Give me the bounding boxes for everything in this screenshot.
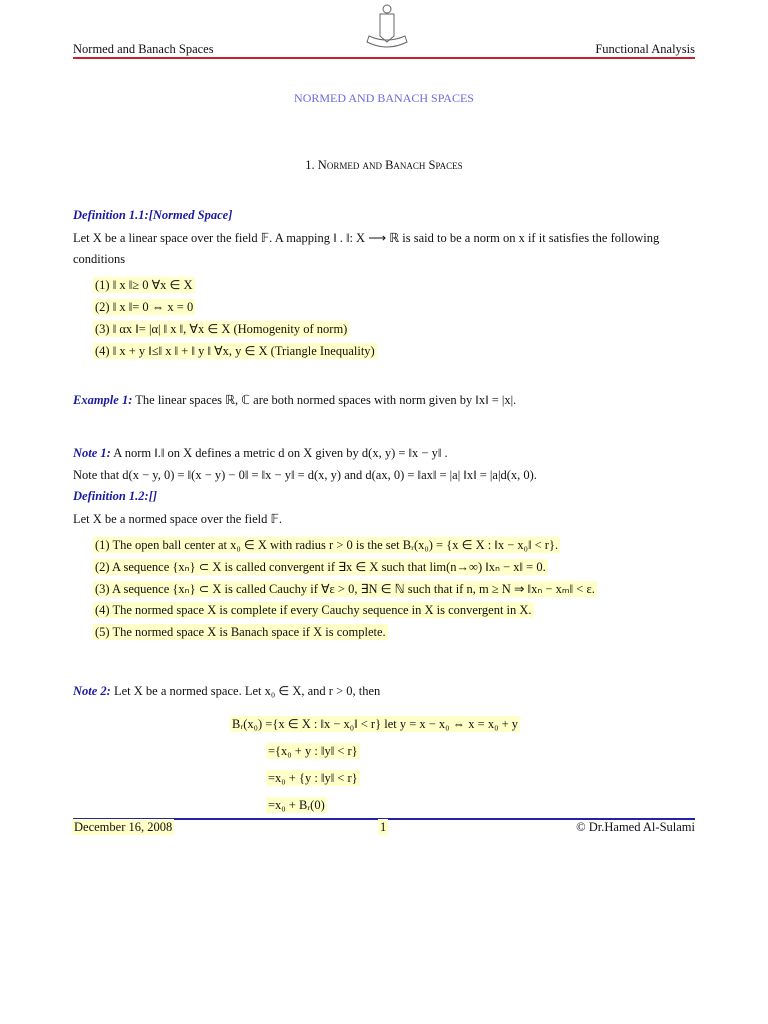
equation-line: ={x₀ + y : ‖y‖ < r} (268, 744, 358, 758)
condition-item: (3) ‖ αx ‖= |α| ‖ x ‖, ∀x ∈ X (Homogenity of norm) (95, 322, 348, 336)
note-1-text-2: Note that d(x − y, 0) = ‖(x − y) − 0‖ = ‖x − y‖ = d(x, y) and d(ax, 0) = ‖ax‖ = |a| ‖x‖ = |a|d(x, 0). (73, 468, 537, 482)
condition-item: (4) ‖ x + y ‖≤‖ x ‖ + ‖ y ‖ ∀x, y ∈ X (Triangle Inequality) (95, 344, 375, 358)
definition-item: (2) A sequence {xₙ} ⊂ X is called convergent if ∃x ∈ X such that lim(n→∞) ‖xₙ − x‖ = 0. (95, 560, 546, 574)
note-1-text: A norm ‖.‖ on X defines a metric d on X given by d(x, y) = ‖x − y‖ . (110, 446, 448, 460)
note-2-label: Note 2: (73, 684, 111, 698)
university-logo (362, 2, 412, 52)
equation-line: Bᵣ(x₀) ={x ∈ X : ‖x − x₀‖ < r} let y = x − x₀ ⇔ x = x₀ + y (232, 717, 518, 731)
note-1-label: Note 1: (73, 446, 111, 460)
definition-item: (1) The open ball center at x₀ ∈ X with radius r > 0 is the set Bᵣ(x₀) = {x ∈ X : ‖x − x₀‖ < r}. (95, 538, 559, 552)
equation-line: =x₀ + Bᵣ(0) (268, 798, 325, 812)
definition-1-2-text: Let X be a normed space over the field 𝔽. (73, 512, 283, 526)
example-1 (73, 392, 516, 408)
note-1 (73, 445, 448, 461)
definition-1-1-label: Definition 1.1:[Normed Space] (73, 208, 233, 222)
footer-author: © Dr.Hamed Al-Sulami (576, 820, 695, 834)
example-1-label: Example 1: (73, 393, 133, 407)
note-2 (73, 683, 380, 699)
definition-1-2-label: Definition 1.2:[] (73, 489, 158, 503)
equation-line: =x₀ + {y : ‖y‖ < r} (268, 771, 358, 785)
condition-item: (1) ‖ x ‖≥ 0 ∀x ∈ X (95, 278, 193, 292)
definition-item: (5) The normed space X is Banach space if X is complete. (95, 625, 386, 639)
header-right: Functional Analysis (595, 42, 695, 56)
note-2-text: Let X be a normed space. Let x₀ ∈ X, and r > 0, then (110, 684, 381, 698)
header-left: Normed and Banach Spaces (73, 42, 214, 56)
example-1-text: The linear spaces ℝ, ℂ are both normed spaces with norm given by ‖x‖ = |x|. (132, 393, 517, 407)
footer-date: December 16, 2008 (74, 820, 173, 834)
page-title: NORMED AND BANACH SPACES (294, 91, 474, 105)
section-heading: 1. Normed and Banach Spaces (305, 158, 463, 172)
definition-item: (4) The normed space X is complete if every Cauchy sequence in X is convergent in X. (95, 603, 532, 617)
definition-item: (3) A sequence {xₙ} ⊂ X is called Cauchy if ∀ε > 0, ∃N ∈ ℕ such that if n, m ≥ N ⇒ ‖xₙ − xₘ‖ < ε. (95, 582, 595, 596)
definition-1-1-text: Let X be a linear space over the field 𝔽. A mapping ‖ . ‖: X ⟶ ℝ is said to be a norm on x if it satisfies the following (73, 231, 660, 245)
footer-page-number: 1 (380, 820, 387, 834)
condition-item: (2) ‖ x ‖= 0 ⇔ x = 0 (95, 300, 194, 314)
definition-1-1-text-cont: conditions (73, 252, 126, 266)
header-rule (73, 57, 695, 59)
